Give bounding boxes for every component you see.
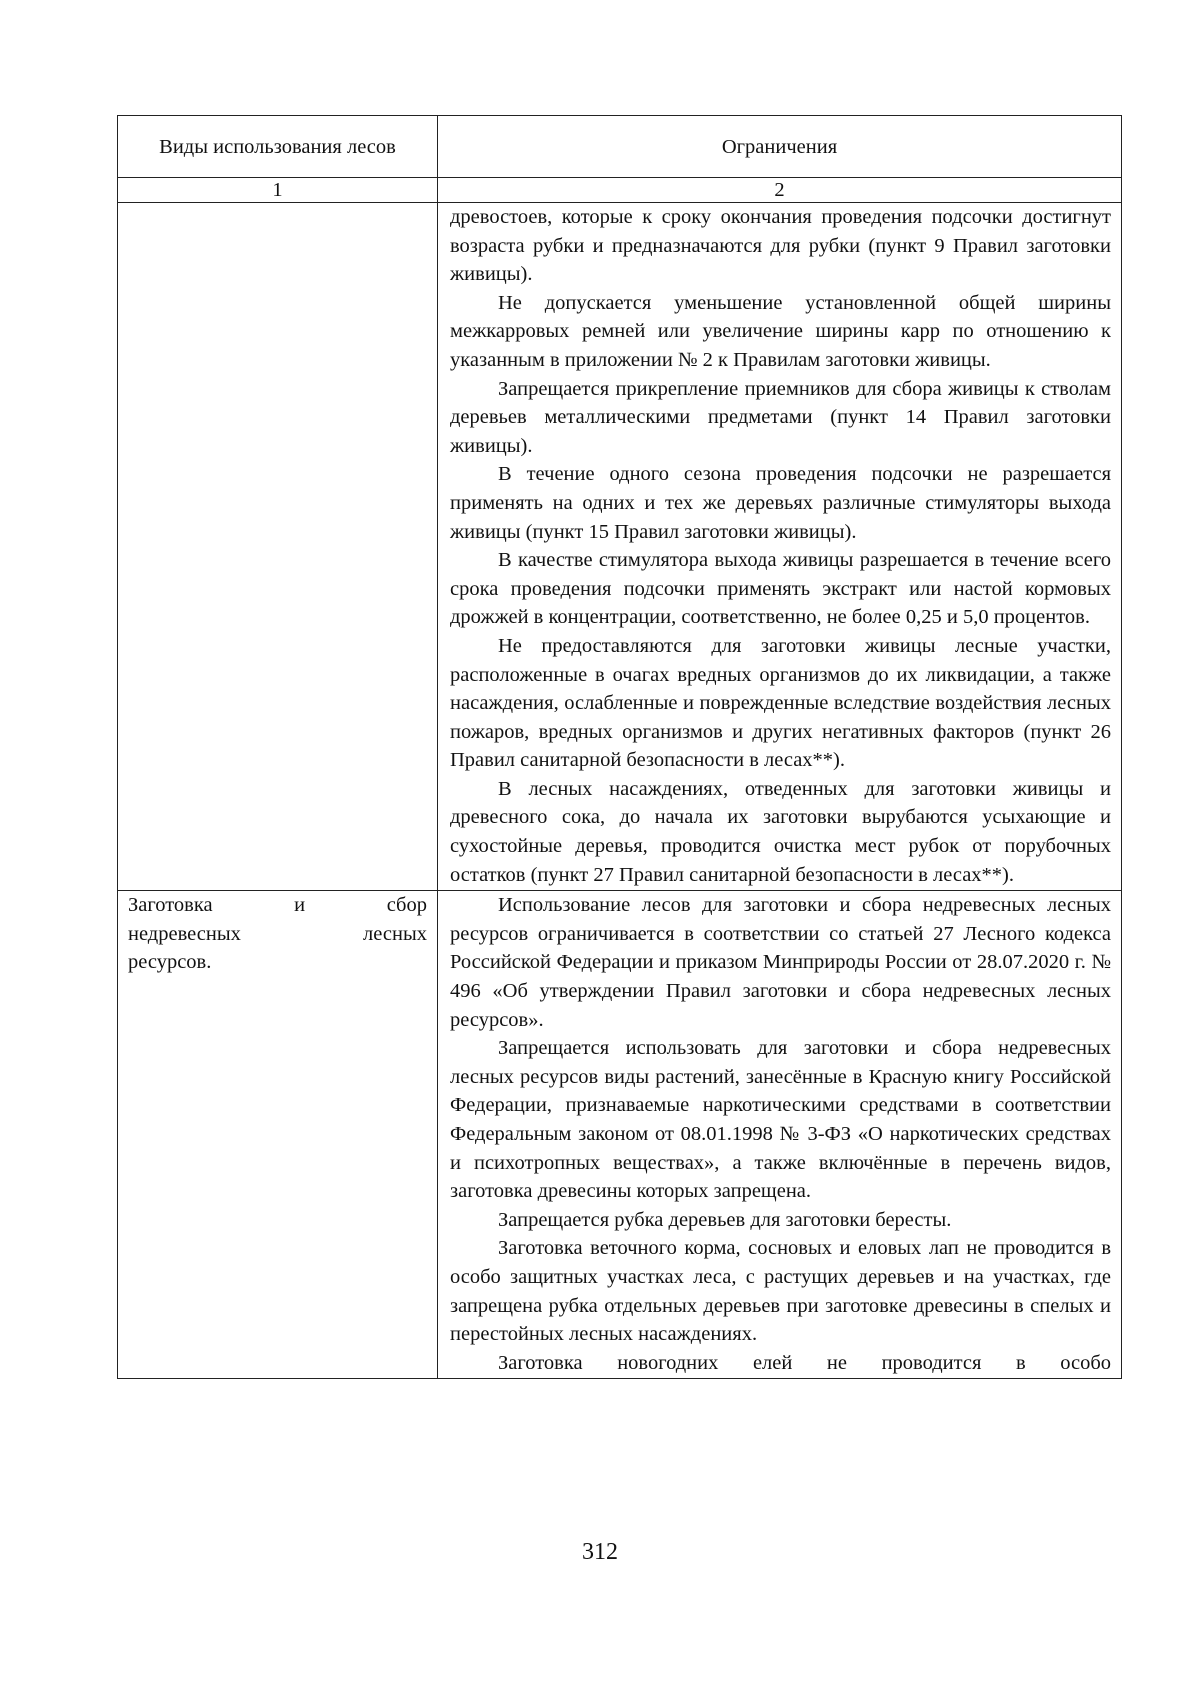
- column-number-1: 1: [118, 178, 438, 203]
- forest-use-type-cell: [118, 891, 438, 1379]
- restriction-paragraph: Заготовка новогодних елей не проводится в особо: [498, 1351, 1111, 1374]
- table-row: [118, 203, 1122, 891]
- restriction-paragraph: Заготовка веточного корма, сосновых и еловых лап не проводится в особо защитных участках леса, с растущих деревьев и на участках, где запрещена рубка отдельных деревьев при заготовке древесины в спелых и перестойных лесных насаждениях.: [450, 1237, 1111, 1346]
- forest-use-type-line: ресурсов.: [128, 951, 212, 974]
- restriction-paragraph: Запрещается использовать для заготовки и сбора недревесных лесных ресурсов виды растений, занесённые в Красную книгу Российской Федерации, признаваемые наркотическими средствами в соответствии Федеральным законом от 08.01.1998 № 3-ФЗ «О наркотических средствах и психотропных веществах», а также включённые в перечень видов, заготовка древесины которых запрещена.: [450, 1037, 1111, 1203]
- restriction-paragraph: Запрещается рубка деревьев для заготовки бересты.: [498, 1208, 952, 1231]
- forest-use-type-line: недревесных лесных: [128, 922, 427, 945]
- restrictions-cell: [438, 891, 1122, 1379]
- restriction-paragraph: Запрещается прикрепление приемников для сбора живицы к стволам деревьев металлическими предметами (пункт 14 Правил заготовки живицы).: [450, 377, 1111, 457]
- table-header-row: [118, 116, 1122, 178]
- restriction-paragraph: древостоев, которые к сроку окончания проведения подсочки достигнут возраста рубки и предназначаются для рубки (пункт 9 Правил заготовки живицы).: [450, 206, 1111, 286]
- restrictions-table: [117, 115, 1122, 1379]
- forest-use-type-line: Заготовка и сбор: [128, 894, 427, 917]
- header-forest-use-types: Виды использования лесов: [118, 116, 438, 178]
- restrictions-cell: [438, 203, 1122, 891]
- header-restrictions: Ограничения: [438, 116, 1122, 178]
- page-number: 312: [582, 1539, 618, 1565]
- forest-use-cell-empty: [118, 203, 438, 891]
- restriction-paragraph: В лесных насаждениях, отведенных для заготовки живицы и древесного сока, до начала их заготовки вырубаются усыхающие и сухостойные деревья, проводится очистка мест рубок от порубочных остатков (пункт 27 Правил санитарной безопасности в лесах**).: [450, 777, 1111, 886]
- restriction-paragraph: В течение одного сезона проведения подсочки не разрешается применять на одних и тех же деревьях различные стимуляторы выхода живицы (пункт 15 Правил заготовки живицы).: [450, 463, 1111, 543]
- restriction-paragraph: Не предоставляются для заготовки живицы лесные участки, расположенные в очагах вредных организмов до их ликвидации, а также насаждения, ослабленные и поврежденные вследствие воздействия лесных пожаров, вредных организмов и других негативных факторов (пункт 26 Правил санитарной безопасности в лесах**).: [450, 634, 1111, 772]
- table-row: [118, 891, 1122, 1379]
- restriction-paragraph: Не допускается уменьшение установленной общей ширины межкарровых ремней или увеличение ширины карр по отношению к указанным в приложении № 2 к Правилам заготовки живицы.: [450, 291, 1111, 371]
- restriction-paragraph: В качестве стимулятора выхода живицы разрешается в течение всего срока проведения подсочки применять экстракт или настой кормовых дрожжей в концентрации, соответственно, не более 0,25 и 5,0 процентов.: [450, 549, 1111, 629]
- column-number-2: 2: [438, 178, 1122, 203]
- column-number-row: [118, 178, 1122, 203]
- restriction-paragraph: Использование лесов для заготовки и сбора недревесных лесных ресурсов ограничивается в соответствии со статьей 27 Лесного кодекса Российской Федерации и приказом Минприроды России от 28.07.2020 г. № 496 «Об утверждении Правил заготовки и сбора недревесных лесных ресурсов».: [450, 894, 1111, 1031]
